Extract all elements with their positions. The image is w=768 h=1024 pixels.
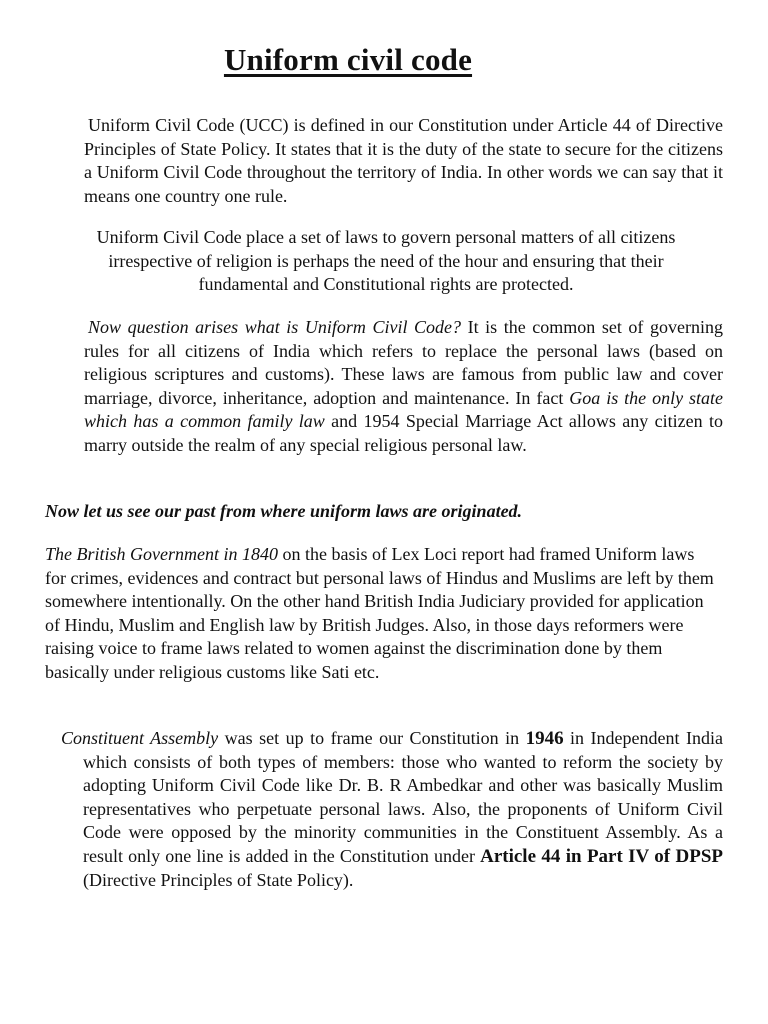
- constituent-assembly-text-3: (Directive Principles of State Policy).: [83, 869, 354, 890]
- section-heading-past: Now let us see our past from where uniform laws are originated.: [45, 501, 523, 521]
- constituent-assembly-italic: Constituent Assembly: [61, 728, 219, 748]
- what-is-ucc-text-2: and 1954 Special Marriage Act allows any citizen to marry outside the realm of any special religious personal law.: [84, 411, 723, 455]
- paragraph-constituent-assembly: [61, 727, 723, 892]
- page-title-text: Uniform civil code: [223, 42, 473, 77]
- paragraph-british-government: [45, 543, 715, 685]
- constituent-assembly-text-2: in Independent India which consists of both types of members: those who wanted to reform the society by adopting Uniform Civil Code like Dr. B. R Ambedkar and other was basically Muslim representatives who perpetuate personal laws. Also, the proponents of Uniform Civil Code were opposed by the minority communities in the Constituent Assembly. As a result only one line is added in the Constitution under: [83, 728, 723, 866]
- goa-italic: Goa is the only state which has a common family law: [84, 387, 723, 432]
- constituent-assembly-text-1: was set up to frame our Constitution in: [218, 728, 526, 748]
- page-title: [0, 42, 768, 77]
- british-government-text: on the basis of Lex Loci report had framed Uniform laws for crimes, evidences and contract but personal laws of Hindus and Muslims are left by them somewhere intentionally. On the other hand British India Judiciary provided for application of Hindu, Muslim and English law by British Judges. Also, in those days reformers were raising voice to frame laws related to women against the discrimination done by them basically under religious customs like Sati etc.: [45, 544, 714, 682]
- year-1946-bold: 1946: [525, 728, 564, 749]
- paragraph-what-is-ucc: [84, 316, 723, 458]
- what-is-ucc-text-1: It is the common set of governing rules for all citizens of India which refers to replace the personal laws (based on religious scriptures and customs). These laws are famous from public law and cover marriage, divorce, inheritance, adoption and maintenance. In fact: [84, 317, 723, 408]
- paragraph-ucc-definition: Uniform Civil Code (UCC) is defined in our Constitution under Article 44 of Directive Principles of State Policy. It states that it is the duty of the state to secure for the citizens a Uniform Civil Code throughout the territory of India. In other words we can say that it means one country one rule.: [84, 115, 723, 206]
- paragraph-ucc-purpose: Uniform Civil Code place a set of laws to govern personal matters of all citizens irrespective of religion is perhaps the need of the hour and ensuring that their fundamental and Constitutional rights are protected.: [96, 227, 676, 295]
- article-44-bold: Article 44 in Part IV of DPSP: [480, 845, 723, 867]
- british-government-italic: The British Government in 1840: [45, 544, 278, 564]
- question-italic: Now question arises what is Uniform Civil Code?: [88, 317, 462, 337]
